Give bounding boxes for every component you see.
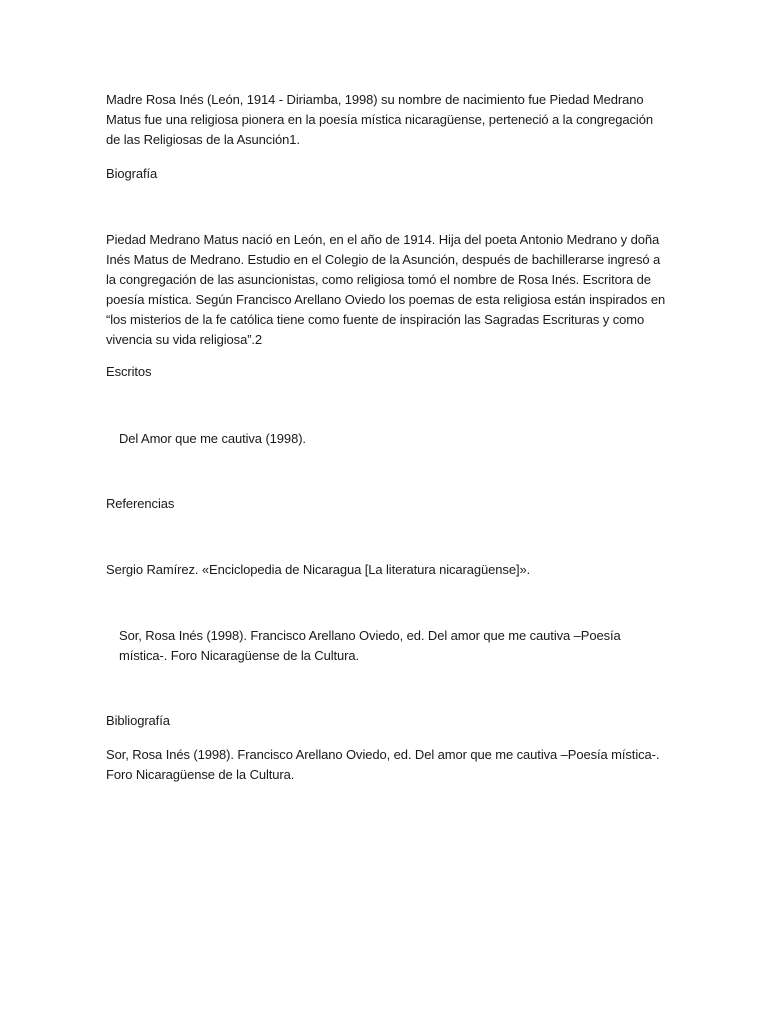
reference-item: Sor, Rosa Inés (1998). Francisco Arellano Oviedo, ed. Del amor que me cautiva –Poesía mística-. Foro Nicaragüense de la Cultura.: [119, 628, 621, 663]
escritos-heading: Escritos: [106, 364, 152, 379]
bibliografia-heading: Bibliografía: [106, 713, 170, 728]
referencias-heading: Referencias: [106, 496, 175, 511]
reference-item: Sergio Ramírez. «Enciclopedia de Nicaragua [La literatura nicaragüense]».: [106, 562, 531, 577]
intro-paragraph: Madre Rosa Inés (León, 1914 - Diriamba, 1998) su nombre de nacimiento fue Piedad Medrano Matus fue una religiosa pionera en la poesía mística nicaragüense, perteneció a la congregación de las Religiosas de la Asunción1.: [106, 92, 653, 147]
biografia-heading: Biografía: [106, 166, 158, 181]
bibliography-item: Sor, Rosa Inés (1998). Francisco Arellano Oviedo, ed. Del amor que me cautiva –Poesía mística-. Foro Nicaragüense de la Cultura.: [106, 747, 660, 782]
biografia-paragraph: Piedad Medrano Matus nació en León, en el año de 1914. Hija del poeta Antonio Medrano y doña Inés Matus de Medrano. Estudio en el Colegio de la Asunción, después de bachillerarse ingresó a la congregación de las asuncionistas, como religiosa tomó el nombre de Rosa Inés. Escritora de poesía mística. Según Francisco Arellano Oviedo los poemas de esta religiosa están inspirados en “los misterios de la fe católica tiene como fuente de inspiración las Sagradas Escrituras y como vivencia su vida religiosa”.2: [106, 232, 666, 347]
escritos-item: Del Amor que me cautiva (1998).: [119, 431, 306, 446]
